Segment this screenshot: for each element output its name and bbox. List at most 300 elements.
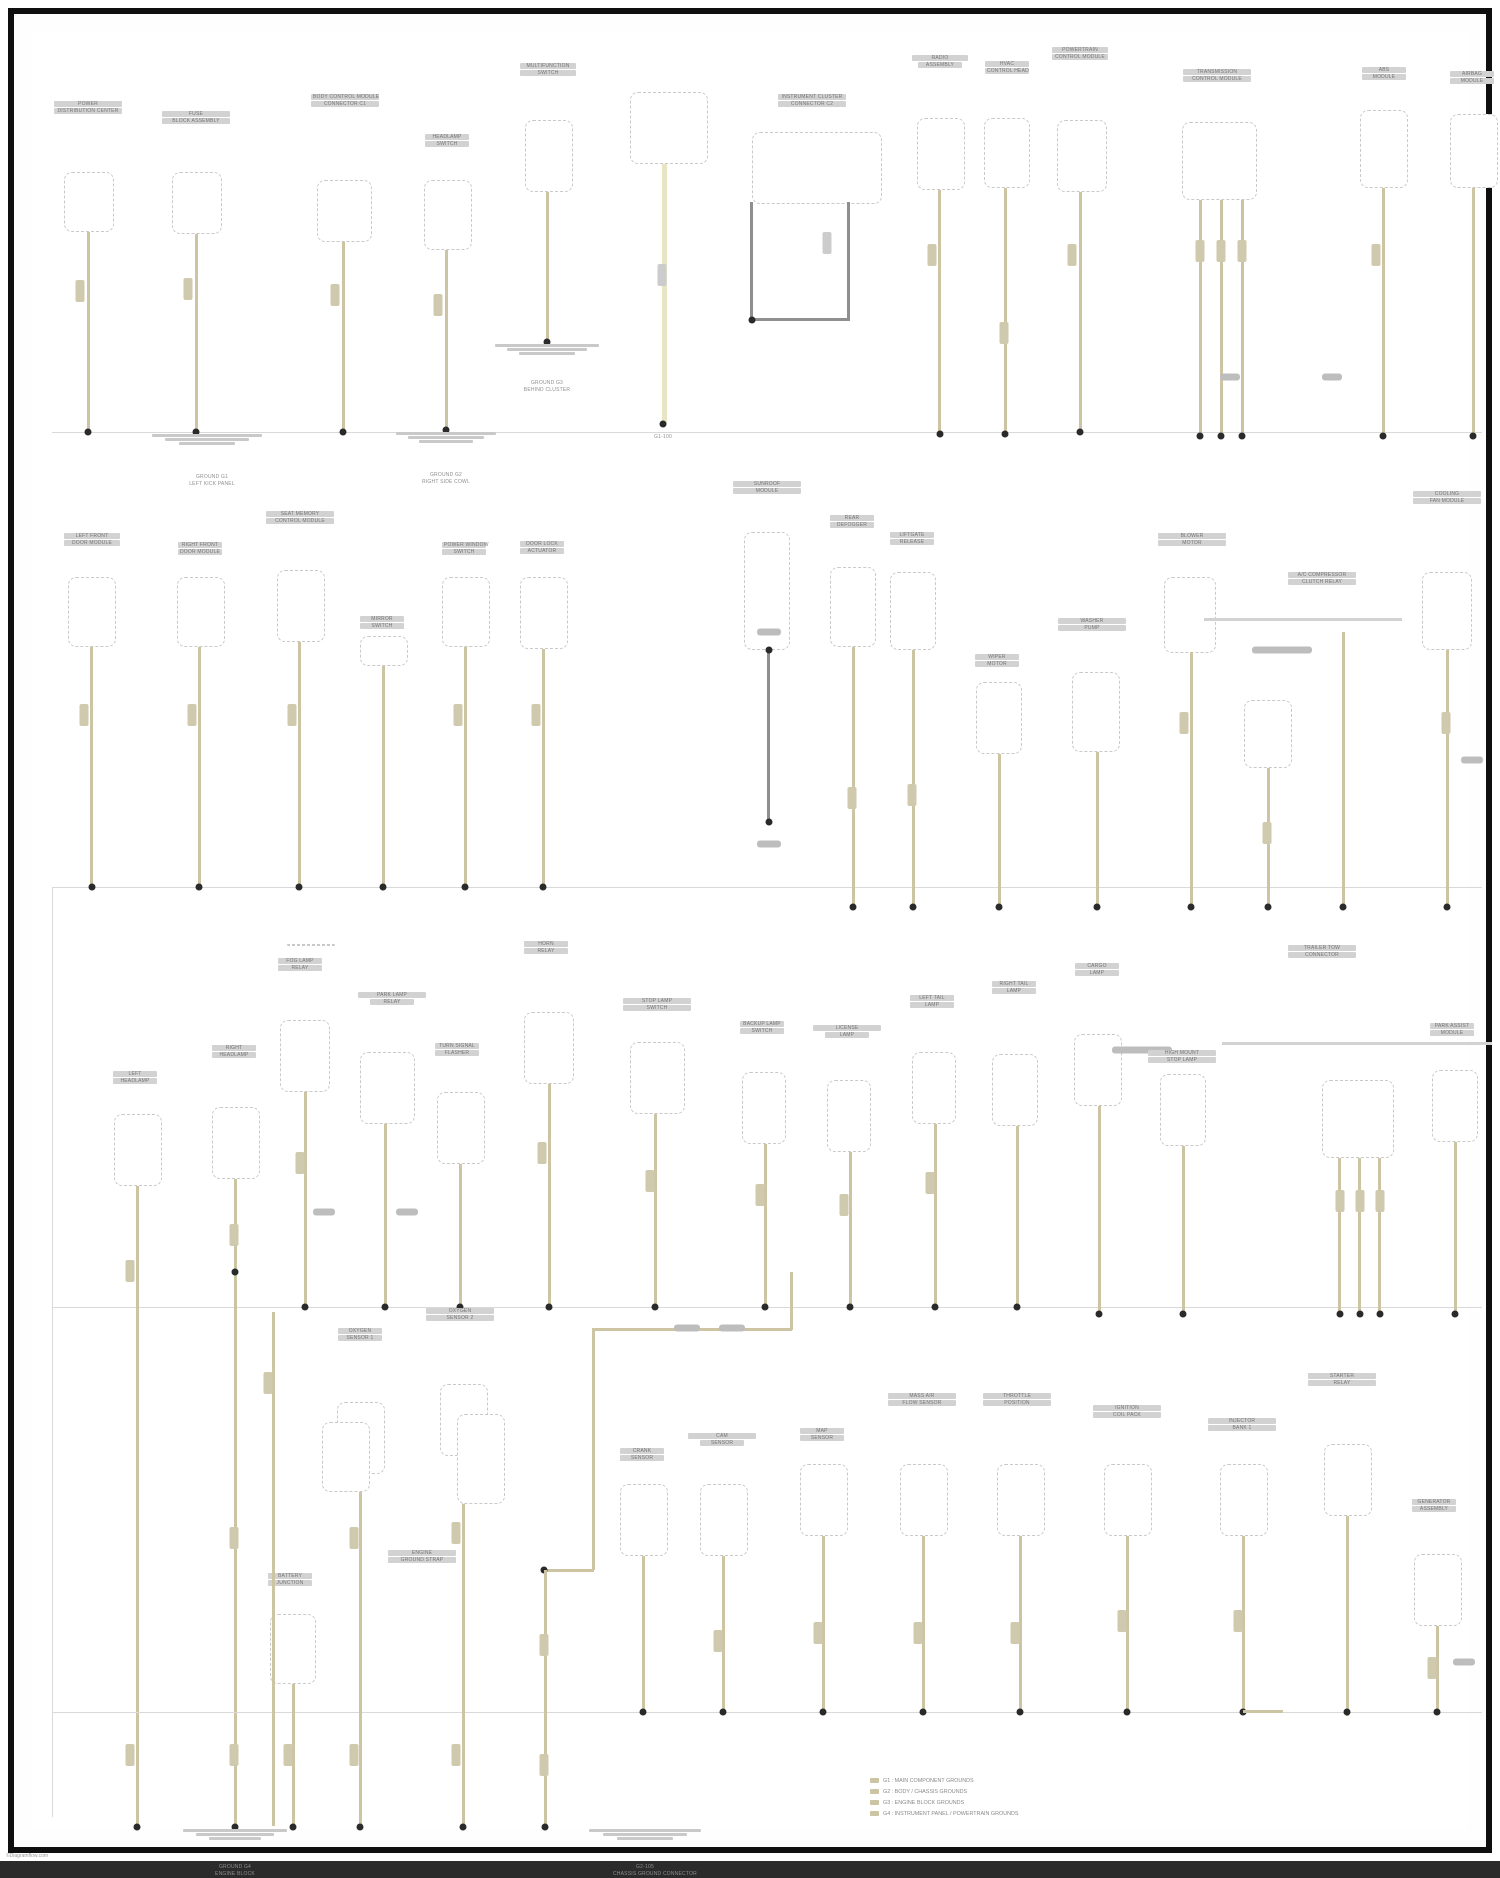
- legend-label: G4 : INSTRUMENT PANEL / POWERTRAIN GROUNDS: [883, 1811, 1019, 1817]
- component-label: LEFT HEADLAMP: [113, 1070, 157, 1085]
- ground-wire: [750, 202, 753, 320]
- component-label: SEAT MEMORY CONTROL MODULE: [266, 510, 334, 525]
- component-box: [317, 180, 372, 242]
- component-box: [900, 1464, 948, 1536]
- ground-wire: [1016, 1126, 1019, 1307]
- connector-pin: [714, 1630, 723, 1652]
- connector-pin: [1217, 240, 1226, 262]
- component-box: [424, 180, 472, 250]
- ground-wire: [462, 1456, 465, 1826]
- ground-junction-dot: [1357, 1311, 1364, 1318]
- component-label: POWERTRAIN CONTROL MODULE: [1052, 46, 1108, 61]
- connector-pin: [928, 244, 937, 266]
- component-label: PARK ASSIST MODULE: [1430, 1022, 1474, 1037]
- ground-junction-dot: [1434, 1709, 1441, 1716]
- connector-pin: [1442, 712, 1451, 734]
- connector-pin: [80, 704, 89, 726]
- ground-wire: [847, 202, 850, 320]
- ground-junction-dot: [1002, 431, 1009, 438]
- ground-junction-dot: [1188, 904, 1195, 911]
- component-box: [830, 567, 876, 647]
- ground-wire: [1382, 188, 1385, 436]
- component-box: [457, 1414, 505, 1504]
- ground-junction-dot: [660, 421, 667, 428]
- component-label: BACKUP LAMP SWITCH: [740, 1020, 784, 1035]
- component-box: [1414, 1554, 1462, 1626]
- component-label: FOG LAMP RELAY: [278, 957, 322, 972]
- component-box: [172, 172, 222, 234]
- component-label: RIGHT HEADLAMP: [212, 1044, 256, 1059]
- routed-ground-wire: [790, 1272, 793, 1330]
- connector-pin: [532, 704, 541, 726]
- ground-junction-dot: [546, 1304, 553, 1311]
- connector-pin: [1011, 1622, 1020, 1644]
- component-label: OXYGEN SENSOR 1: [338, 1327, 382, 1342]
- ground-junction-dot: [749, 317, 756, 324]
- ground-symbol: [391, 432, 501, 444]
- ground-wire: [464, 647, 467, 887]
- legend-item: [870, 1809, 1018, 1820]
- ground-junction-dot: [1017, 1709, 1024, 1716]
- connector-pin: [1180, 712, 1189, 734]
- legend-label: G2 : BODY / CHASSIS GROUNDS: [883, 1789, 968, 1795]
- connector-pin: [188, 704, 197, 726]
- connector-pin: [434, 294, 443, 316]
- ground-label: GROUND G4 ENGINE BLOCK: [215, 1864, 255, 1878]
- component-box: [620, 1484, 668, 1556]
- credit-text: ©Diagramflow.com: [6, 1853, 49, 1859]
- splice: [1220, 374, 1240, 381]
- ground-wire: [654, 1114, 657, 1307]
- component-box: [1074, 1034, 1122, 1106]
- legend: [870, 1776, 1018, 1820]
- component-box: [752, 132, 882, 204]
- component-box: [1160, 1074, 1206, 1146]
- connector-pin: [823, 232, 832, 254]
- component-label: AIRBAG MODULE: [1450, 70, 1494, 85]
- ground-junction-dot: [820, 1709, 827, 1716]
- connector-pin: [350, 1744, 359, 1766]
- ground-wire: [304, 1092, 307, 1307]
- component-label: RIGHT FRONT DOOR MODULE: [178, 542, 222, 556]
- connector-pin: [1428, 1657, 1437, 1679]
- ground-wire: [1241, 200, 1244, 434]
- component-box: [437, 1092, 485, 1164]
- ground-symbol: [180, 1829, 290, 1841]
- connector-pin: [1336, 1190, 1345, 1212]
- ground-wire: [234, 1179, 237, 1827]
- ground-junction-dot: [232, 1269, 239, 1276]
- ground-junction-dot: [357, 1824, 364, 1831]
- ground-junction-dot: [910, 904, 917, 911]
- component-label: OXYGEN SENSOR 2: [426, 1307, 494, 1322]
- ground-wire: [87, 232, 90, 432]
- splice: [1461, 757, 1483, 764]
- component-box: [1164, 577, 1216, 653]
- ground-label: GROUND G1 LEFT KICK PANEL: [189, 474, 235, 488]
- component-box: [1324, 1444, 1372, 1516]
- component-box: [1422, 572, 1472, 650]
- ground-junction-dot: [296, 884, 303, 891]
- connector-pin: [1376, 1190, 1385, 1212]
- ground-junction-dot: [1380, 433, 1387, 440]
- component-label: CRANK SENSOR: [620, 1447, 664, 1462]
- component-label: TURN SIGNAL FLASHER: [435, 1042, 479, 1057]
- component-label: POWER DISTRIBUTION CENTER: [54, 100, 122, 115]
- legend-swatch: [870, 1811, 879, 1816]
- connector-pin: [908, 784, 917, 806]
- ground-junction-dot: [766, 819, 773, 826]
- ground-junction-dot: [996, 904, 1003, 911]
- ground-junction-dot: [1094, 904, 1101, 911]
- connector-pin: [658, 264, 667, 286]
- component-box: [912, 1052, 956, 1124]
- ground-junction-dot: [1218, 433, 1225, 440]
- component-box: [1057, 120, 1107, 192]
- component-label: POWER WINDOW SWITCH: [444, 542, 489, 556]
- component-label: SUNROOF MODULE: [733, 480, 801, 495]
- component-box: [68, 577, 116, 647]
- ground-wire: [198, 647, 201, 887]
- connector-pin: [184, 278, 193, 300]
- component-label: ABS MODULE: [1362, 66, 1406, 81]
- component-label: WIPER MOTOR: [975, 654, 1019, 668]
- ground-wire: [1190, 652, 1193, 907]
- component-label: PARK LAMP RELAY: [358, 992, 426, 1006]
- ground-junction-dot: [540, 884, 547, 891]
- component-box: [520, 577, 568, 649]
- bus-wire: [1222, 1042, 1492, 1045]
- ground-wire: [1346, 1516, 1349, 1716]
- component-label: THROTTLE POSITION: [983, 1392, 1051, 1407]
- ground-wire: [1096, 752, 1099, 907]
- component-label: LEFT TAIL LAMP: [910, 994, 954, 1009]
- connector-pin: [264, 1372, 273, 1394]
- ground-wire: [1342, 632, 1345, 907]
- ground-junction-dot: [762, 1304, 769, 1311]
- ground-wire: [544, 1570, 547, 1826]
- ground-symbol: [585, 1829, 705, 1841]
- component-label: RIGHT TAIL LAMP: [992, 980, 1036, 995]
- ground-wire: [1472, 188, 1475, 436]
- component-box: [212, 1107, 260, 1179]
- component-label: [408, 1332, 476, 1333]
- connector-pin: [76, 280, 85, 302]
- ground-wire: [1338, 1158, 1341, 1311]
- component-box: [1450, 114, 1498, 188]
- ground-wire: [1004, 188, 1007, 434]
- connector-pin: [1372, 244, 1381, 266]
- ground-junction-dot: [1340, 904, 1347, 911]
- connector-pin: [814, 1622, 823, 1644]
- connector-pin: [1068, 244, 1077, 266]
- ground-junction-dot: [134, 1824, 141, 1831]
- connector-pin: [284, 1744, 293, 1766]
- component-label: INJECTOR BANK 1: [1208, 1417, 1276, 1432]
- component-label: STOP LAMP SWITCH: [623, 997, 691, 1012]
- ground-wire: [90, 647, 93, 887]
- connector-pin: [914, 1622, 923, 1644]
- ground-wire: [1454, 1142, 1457, 1312]
- connector-pin: [540, 1754, 549, 1776]
- ground-junction-dot: [460, 1824, 467, 1831]
- connector-pin: [1234, 1610, 1243, 1632]
- component-box: [630, 1042, 685, 1114]
- ground-wire: [1358, 1158, 1361, 1311]
- component-label: FUSE BLOCK ASSEMBLY: [162, 110, 230, 125]
- ground-wire: [1199, 200, 1202, 434]
- component-label: HORN RELAY: [518, 940, 574, 955]
- connector-pin: [230, 1744, 239, 1766]
- splice: [719, 1325, 745, 1332]
- component-box: [700, 1484, 748, 1556]
- connector-pin: [1238, 240, 1247, 262]
- component-box: [114, 1114, 162, 1186]
- component-box: [287, 944, 335, 946]
- component-label: HEADLAMP SWITCH: [425, 134, 469, 148]
- ground-wire: [298, 642, 301, 887]
- splice: [1453, 1659, 1475, 1666]
- ground-wire: [849, 1152, 852, 1307]
- ground-junction-dot: [1239, 433, 1246, 440]
- component-label: BODY CONTROL MODULE CONNECTOR C1: [313, 94, 380, 108]
- component-box: [1244, 700, 1292, 768]
- ground-junction-dot: [340, 429, 347, 436]
- component-label: RADIO ASSEMBLY: [912, 54, 968, 69]
- ground-wire: [546, 192, 549, 342]
- legend-swatch: [870, 1789, 879, 1794]
- component-box: [800, 1464, 848, 1536]
- ground-junction-dot: [1452, 1311, 1459, 1318]
- ground-junction-dot: [85, 429, 92, 436]
- ground-wire: [934, 1124, 937, 1307]
- ground-label: GROUND G2 RIGHT SIDE COWL: [422, 472, 470, 486]
- component-box: [1072, 672, 1120, 752]
- ground-junction-dot: [1444, 904, 1451, 911]
- connector-pin: [126, 1260, 135, 1282]
- component-box: [1220, 1464, 1268, 1536]
- component-label: COOLING FAN MODULE: [1413, 490, 1481, 505]
- component-box: [322, 1422, 370, 1492]
- ground-junction-dot: [640, 1709, 647, 1716]
- component-box: [524, 1012, 574, 1084]
- connector-pin: [1356, 1190, 1365, 1212]
- ground-junction-dot: [196, 884, 203, 891]
- component-box: [360, 636, 408, 666]
- component-box: [525, 120, 573, 192]
- connector-pin: [230, 1224, 239, 1246]
- connector-pin: [331, 284, 340, 306]
- splice: [396, 1209, 418, 1216]
- splice: [1252, 647, 1312, 654]
- connector-pin: [538, 1142, 547, 1164]
- component-box: [442, 577, 490, 647]
- connector-pin: [350, 1527, 359, 1549]
- ground-junction-dot: [847, 1304, 854, 1311]
- ground-junction-dot: [1180, 1311, 1187, 1318]
- component-label: DOOR LOCK ACTUATOR: [520, 540, 564, 555]
- routed-ground-wire: [1243, 1710, 1283, 1713]
- connector-pin: [452, 1522, 461, 1544]
- connector-pin: [840, 1194, 849, 1216]
- component-label: REAR DEFOGGER: [830, 514, 874, 529]
- connector-pin: [126, 1744, 135, 1766]
- component-box: [1322, 1080, 1394, 1158]
- component-box: [1104, 1464, 1152, 1536]
- component-label: LIFTGATE RELEASE: [890, 532, 934, 546]
- component-box: [984, 118, 1030, 188]
- connector-pin: [646, 1170, 655, 1192]
- component-label: GENERATOR ASSEMBLY: [1412, 1498, 1456, 1513]
- connector-pin: [926, 1172, 935, 1194]
- connector-pin: [288, 704, 297, 726]
- component-box: [270, 1614, 316, 1684]
- component-box: [280, 1020, 330, 1092]
- component-box: [1182, 122, 1257, 200]
- ground-junction-dot: [302, 1304, 309, 1311]
- ground-junction-dot: [89, 884, 96, 891]
- ground-junction-dot: [1470, 433, 1477, 440]
- ground-wire: [750, 318, 850, 321]
- component-label: BLOWER MOTOR: [1158, 532, 1226, 547]
- ground-wire: [1098, 1106, 1101, 1311]
- component-box: [64, 172, 114, 232]
- ground-wire: [767, 650, 770, 820]
- component-label: CARGO LAMP: [1075, 962, 1119, 977]
- ground-junction-dot: [380, 884, 387, 891]
- component-label: BATTERY JUNCTION: [268, 1572, 312, 1587]
- connector-pin: [540, 1634, 549, 1656]
- ground-wire: [195, 234, 198, 432]
- component-box: [630, 92, 708, 164]
- ground-junction-dot: [290, 1824, 297, 1831]
- ground-wire: [1446, 650, 1449, 907]
- ground-wire: [1182, 1146, 1185, 1311]
- component-label: STARTER RELAY: [1308, 1372, 1376, 1387]
- component-label: MASS AIR FLOW SENSOR: [888, 1392, 956, 1407]
- bus-wire: [1204, 618, 1402, 621]
- ground-wire: [1378, 1158, 1381, 1311]
- connector-pin: [1118, 1610, 1127, 1632]
- component-box: [277, 570, 325, 642]
- component-box: [177, 577, 225, 647]
- legend-swatch: [870, 1800, 879, 1805]
- component-label: HVAC CONTROL HEAD: [987, 61, 1029, 75]
- ground-junction-dot: [766, 647, 773, 654]
- component-box: [1360, 110, 1408, 188]
- splice: [757, 841, 781, 848]
- component-label: MAP SENSOR: [800, 1427, 844, 1442]
- component-label: CAM SENSOR: [688, 1432, 756, 1447]
- ground-junction-dot: [1377, 1311, 1384, 1318]
- connector-pin: [452, 1744, 461, 1766]
- component-label: TRANSMISSION CONTROL MODULE: [1183, 68, 1251, 83]
- splice: [674, 1325, 700, 1332]
- ground-junction-dot: [932, 1304, 939, 1311]
- ground-wire: [136, 1186, 139, 1826]
- component-label: MIRROR SWITCH: [360, 616, 404, 630]
- component-label: IGNITION COIL PACK: [1093, 1404, 1161, 1419]
- connector-pin: [756, 1184, 765, 1206]
- ground-junction-dot: [652, 1304, 659, 1311]
- component-label: [628, 54, 696, 55]
- ground-symbol: [492, 344, 602, 356]
- connector-pin: [1000, 322, 1009, 344]
- legend-label: G1 : MAIN COMPONENT GROUNDS: [883, 1778, 974, 1784]
- component-box: [976, 682, 1022, 754]
- ground-wire: [445, 250, 448, 430]
- ground-label: G1-100: [654, 434, 672, 440]
- connector-pin: [230, 1527, 239, 1549]
- ground-wire: [938, 190, 941, 434]
- legend-item: [870, 1776, 1018, 1787]
- ground-wire: [548, 1084, 551, 1307]
- ground-junction-dot: [1014, 1304, 1021, 1311]
- ground-wire: [998, 754, 1001, 907]
- splice: [757, 629, 781, 636]
- ground-wire: [459, 1164, 462, 1307]
- ground-label: G2-105 CHASSIS GROUND CONNECTOR: [613, 1864, 697, 1878]
- splice: [1112, 1047, 1172, 1054]
- ground-wire: [852, 647, 855, 907]
- component-label: WASHER PUMP: [1058, 617, 1126, 632]
- ground-junction-dot: [542, 1824, 549, 1831]
- component-box: [992, 1054, 1038, 1126]
- connector-pin: [848, 787, 857, 809]
- component-label: A/C COMPRESSOR CLUTCH RELAY: [1288, 572, 1356, 586]
- ground-wire: [384, 1124, 387, 1307]
- legend-swatch: [870, 1778, 879, 1783]
- ground-junction-dot: [720, 1709, 727, 1716]
- ground-junction-dot: [1197, 433, 1204, 440]
- component-label: LEFT FRONT DOOR MODULE: [64, 532, 120, 547]
- ground-symbol: [147, 434, 267, 446]
- component-box: [827, 1080, 871, 1152]
- ground-wire: [359, 1474, 362, 1826]
- routed-ground-wire: [592, 1328, 595, 1570]
- ground-junction-dot: [457, 1304, 464, 1311]
- ground-junction-dot: [920, 1709, 927, 1716]
- legend-item: [870, 1798, 1018, 1809]
- component-label: MULTIFUNCTION SWITCH: [520, 62, 576, 77]
- splice: [1322, 374, 1342, 381]
- legend-item: [870, 1787, 1018, 1798]
- ground-wire: [382, 666, 385, 887]
- ground-junction-dot: [850, 904, 857, 911]
- component-box: [917, 118, 965, 190]
- component-label: HIGH MOUNT STOP LAMP: [1148, 1050, 1216, 1064]
- component-box: [1432, 1070, 1478, 1142]
- connector-pin: [454, 704, 463, 726]
- component-label: TRAILER TOW CONNECTOR: [1288, 944, 1356, 959]
- ground-wire: [912, 650, 915, 907]
- diagram-sheet: [32, 32, 1484, 1878]
- component-box: [997, 1464, 1045, 1536]
- ground-wire: [1220, 200, 1223, 434]
- ground-wire: [642, 1556, 645, 1712]
- connector-pin: [296, 1152, 305, 1174]
- ground-junction-dot: [1077, 429, 1084, 436]
- ground-wire: [542, 649, 545, 887]
- routed-ground-wire: [542, 1569, 594, 1572]
- ground-wire: [342, 242, 345, 432]
- ground-junction-dot: [1265, 904, 1272, 911]
- component-label: INSTRUMENT CLUSTER CONNECTOR C2: [778, 94, 846, 108]
- component-box: [890, 572, 936, 650]
- ground-junction-dot: [1096, 1311, 1103, 1318]
- component-label: LICENSE LAMP: [813, 1024, 881, 1039]
- ground-bus-left-riser: [52, 887, 53, 1817]
